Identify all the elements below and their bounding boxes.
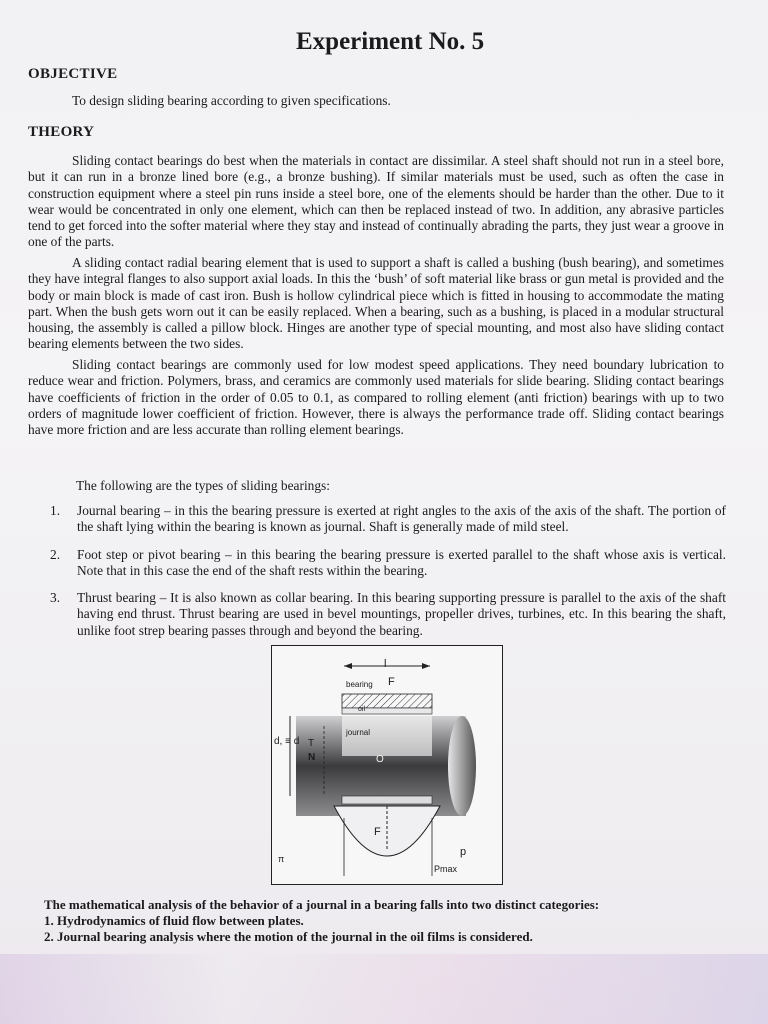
analysis-item-2: 2. Journal bearing analysis where the motion of the journal in the oil films is considered. — [44, 929, 533, 944]
objective-text: To design sliding bearing according to given specifications. — [72, 93, 391, 108]
list-item: 1. Journal bearing – in this the bearing pressure is exerted at right angles to the axis of the axis of the shaft. The portion of the shaft lying within the bearing is known as journal. Shaft is generally made of mild steel. — [50, 503, 726, 535]
label-n: N — [308, 752, 316, 763]
journal-bearing-figure — [271, 645, 503, 885]
label-oil: oil — [358, 706, 366, 713]
theory-paragraph-1: Sliding contact bearings do best when the materials in contact are dissimilar. A steel shaft should not run in a steel bore, but it can run in a bronze lined bore (e.g., a bronze bushing). If similar materials must be used, such as often the case in construction equipment where a steel pin runs inside a steel bore, one of the elements should be harder than the other. Due to it wear would be concentrated in only one element, which can then be replaced instead of two. In addition, any abrasive particles tend to get forced into the softer material where they stay and instead of continually abrading the parts, they just wear a groove in one of the parts. — [28, 153, 724, 250]
bearing-bottom — [342, 796, 432, 804]
label-bearing: bearing — [346, 680, 373, 689]
label-p: p — [460, 846, 467, 858]
label-journal: journal — [346, 728, 371, 737]
analysis-section — [44, 897, 744, 945]
page-shadow — [0, 954, 768, 1024]
journal-bearing-diagram — [272, 646, 502, 884]
bearing-types-list — [50, 503, 726, 650]
label-f-top: F — [388, 676, 395, 688]
list-item: 3. Thrust bearing – It is also known as collar bearing. In this bearing supporting pressure is parallel to the axis of the shaft having end thrust. Thrust bearing are used in bevel mountings, propeller drives, turbines, etc. In this bearing the shaft, unlike foot strep bearing passes through and beyond the bearing. — [50, 590, 726, 638]
list-item: 2. Foot step or pivot bearing – in this bearing the bearing pressure is exerted parallel to the shaft whose axis is vertical. Note that in this case the end of the shaft rests within the bearing. — [50, 546, 726, 578]
page-title: Experiment No. 5 — [296, 28, 485, 55]
bearing-top — [342, 694, 432, 708]
analysis-intro: The mathematical analysis of the behavior of a journal in a bearing falls into two distinct categories: — [44, 897, 600, 912]
theory-paragraph-2: A sliding contact radial bearing element that is used to support a shaft is called a bushing (bush bearing), and sometimes they have integral flanges to also support axial loads. In this the ‘bush’ of soft material like brass or gun metal is provided and the body or main block is made of cast iron. Bush is hollow cylindrical piece which is fitted in housing to accommodate the mating part. When the bush gets worn out it can be easily replaced. When a bearing, such as a bushing, is placed in a modular structural housing, the assembly is called a pillow block. Hinges are another type of special mounting, and most also have sliding contact bearing elements between the two sides. — [28, 255, 724, 352]
label-pmax: Pmax — [434, 864, 458, 874]
label-diameter: d, ≡ d — [274, 736, 300, 747]
theory-heading: THEORY — [28, 124, 95, 140]
label-t: T — [308, 738, 315, 749]
label-f-bottom: F — [374, 826, 381, 838]
arrow-left-icon — [344, 663, 352, 669]
analysis-item-1: 1. Hydrodynamics of fluid flow between plates. — [44, 913, 304, 928]
theory-paragraph-3: Sliding contact bearings are commonly used for low modest speed applications. They need boundary lubrication to reduce wear and friction. Polymers, brass, and ceramics are commonly used materials for slide bearing. Sliding contact bearings have coefficients of friction in the order of 0.05 to 0.1, as compared to rolling element (anti friction) bearings with up to two orders of magnitude lower coefficient of friction. However, there is always the performance trade off. Sliding contact bearings have more friction and are less accurate than rolling element bearings. — [28, 357, 724, 438]
arrow-right-icon — [422, 663, 430, 669]
objective-heading: OBJECTIVE — [28, 66, 118, 82]
label-o: O — [376, 754, 384, 765]
types-intro: The following are the types of sliding bearings: — [76, 478, 330, 493]
oil-film-top — [342, 708, 432, 714]
label-l: l — [384, 658, 387, 670]
shaft-end — [448, 716, 476, 816]
label-pi: π — [278, 854, 285, 864]
